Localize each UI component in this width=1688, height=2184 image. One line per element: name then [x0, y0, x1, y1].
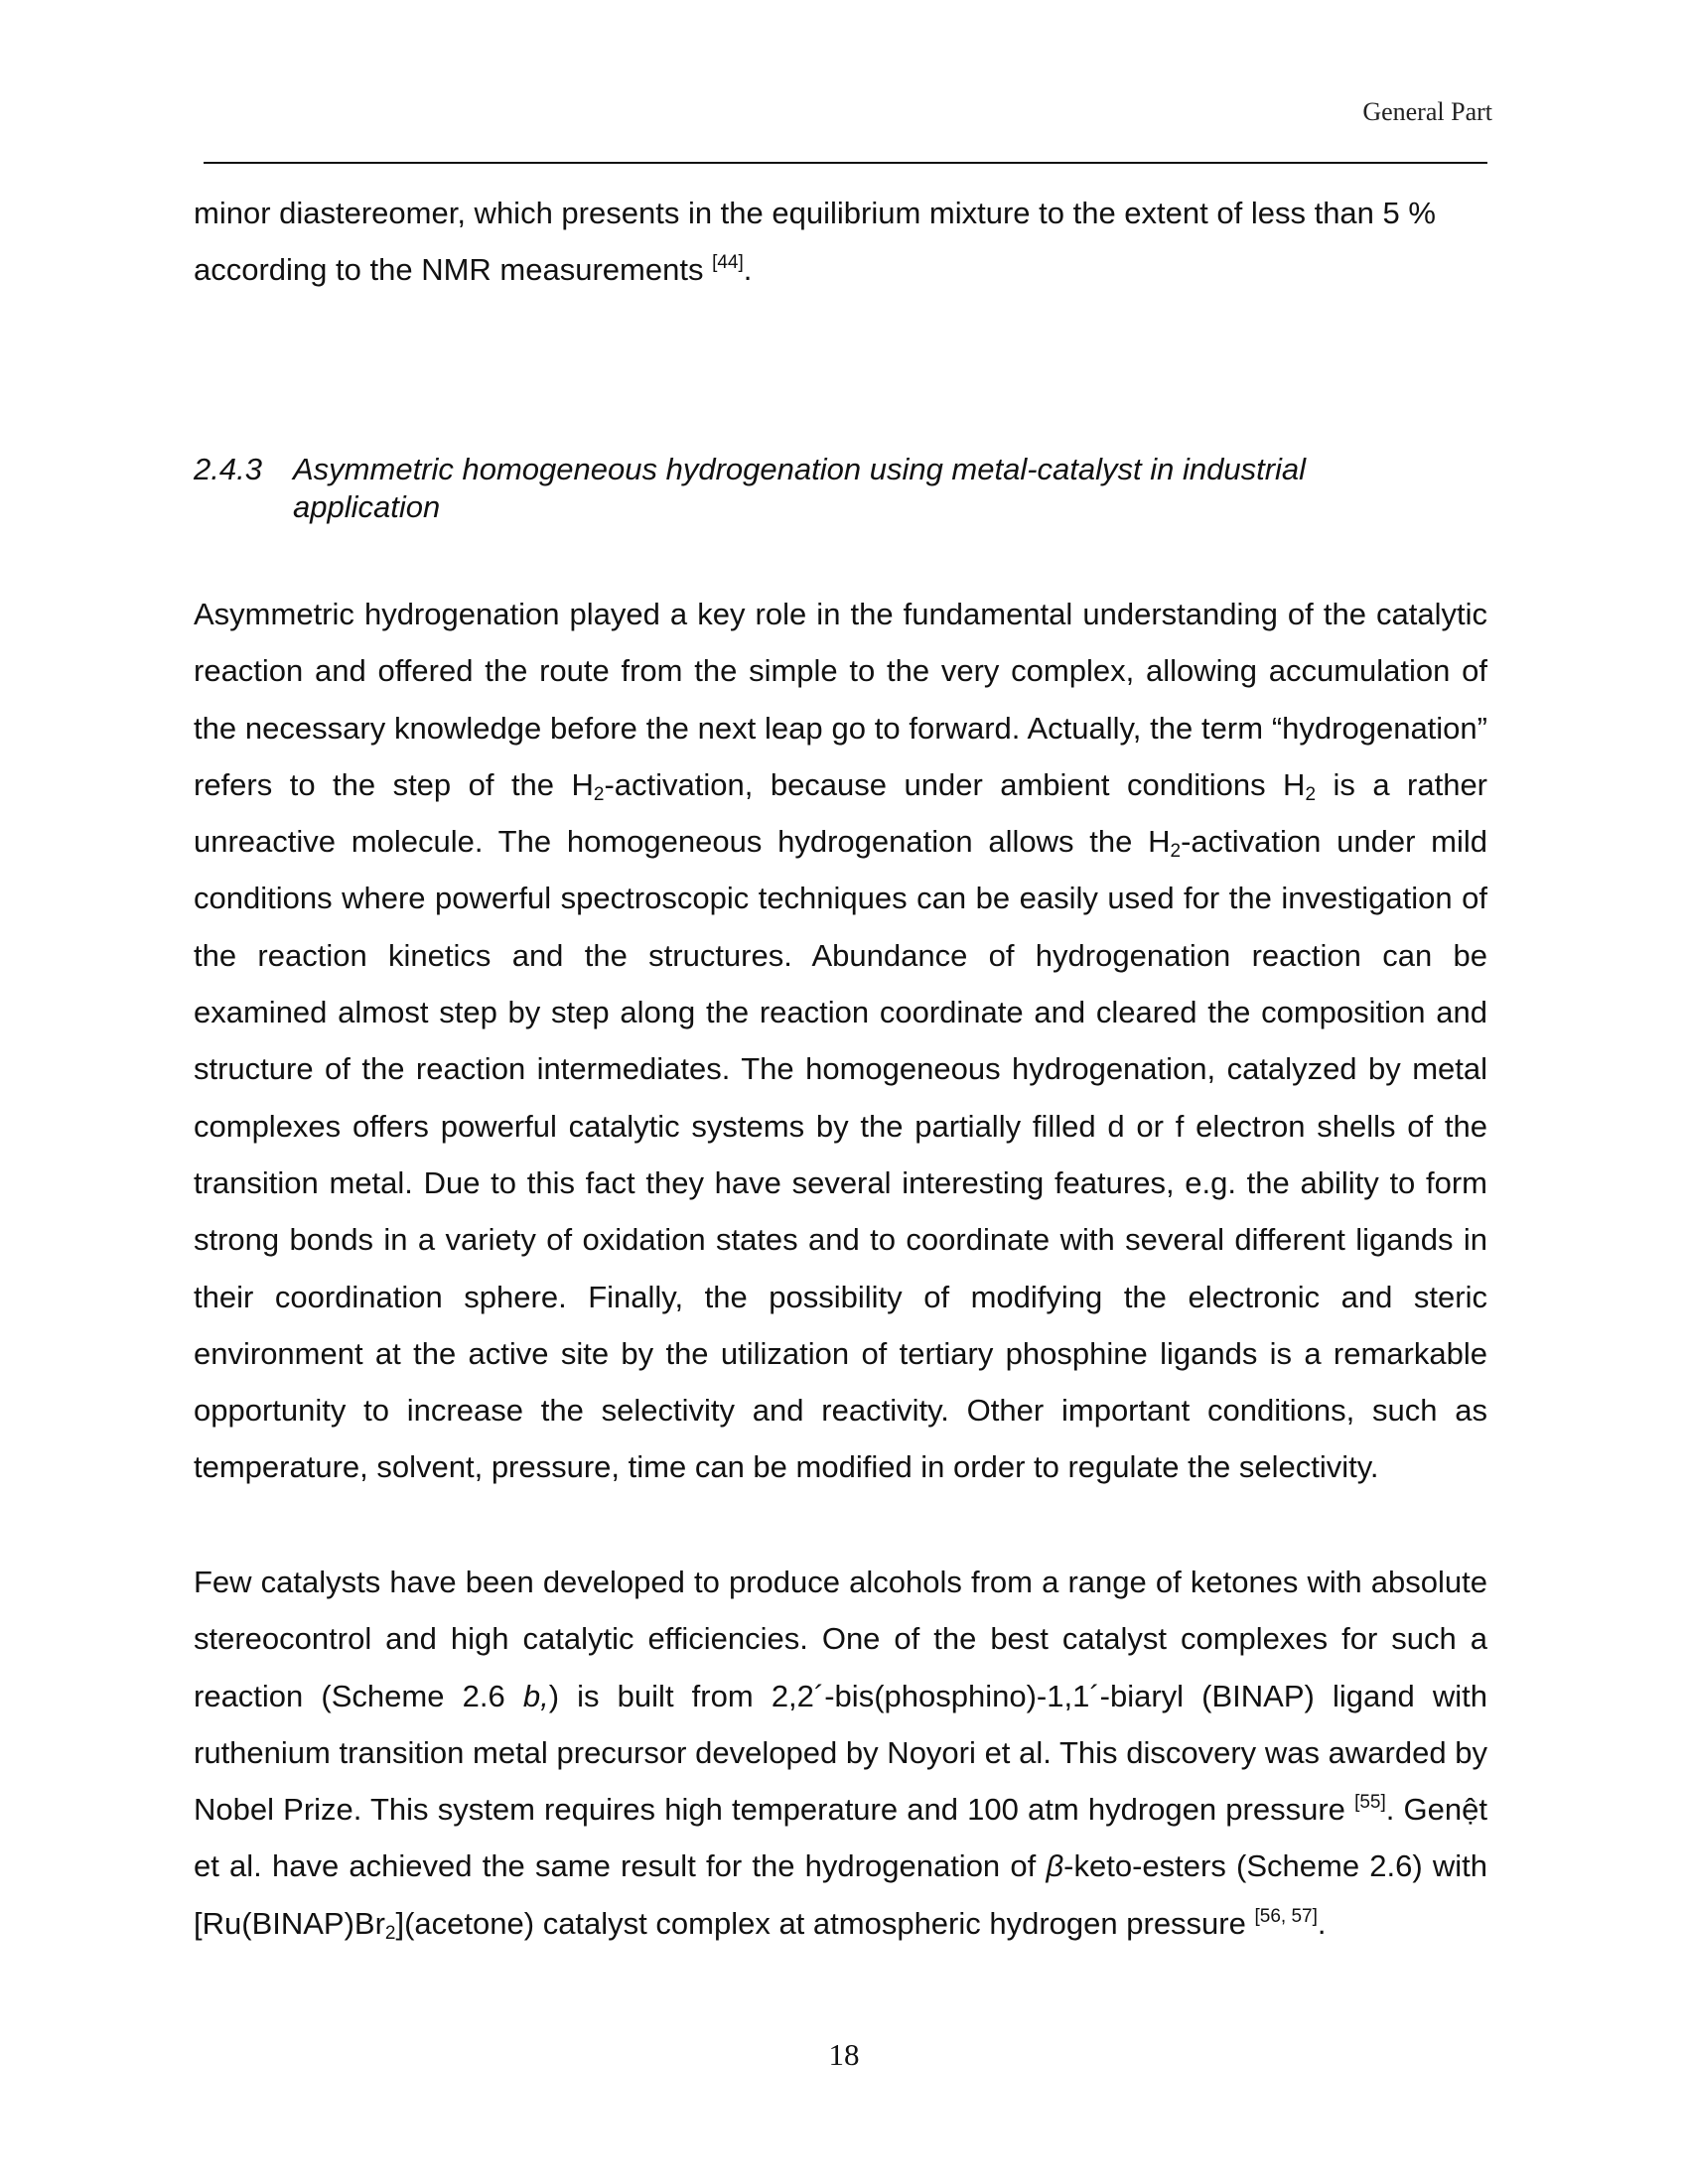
- p2-text-2: ) is built from 2,2´-bis(phosphino)-1,1´-biaryl (BINAP) ligand with ruthenium transition metal precursor developed by Noyori et al. This discovery was awarded by Nobel Prize. This system requires high temperature and 100 atm hydrogen pressure: [194, 1678, 1487, 1828]
- p2-end: .: [1317, 1905, 1327, 1941]
- paragraph-catalysts: [194, 1554, 1487, 1952]
- p1-subscript-1: 2: [593, 783, 605, 805]
- p1-text-3: is a rather unreactive molecule. The homogeneous hydrogenation allows the H: [194, 766, 1488, 860]
- p1-subscript-2: 2: [1305, 783, 1317, 805]
- p1-text-2: -activation, because under ambient conditions H: [604, 766, 1306, 802]
- p2-italic-1: b,: [522, 1678, 549, 1713]
- intro-paragraph: [194, 185, 1487, 299]
- p2-text-1: Few catalysts have been developed to produce alcohols from a range of ketones with absolute stereocontrol and high catalytic efficiencies. One of the best catalyst complexes for such a reaction (Scheme 2.6: [194, 1565, 1487, 1713]
- p2-text-3: . Genệt et al. have achieved the same result for the hydrogenation of: [194, 1792, 1488, 1884]
- citation-44: [44]: [712, 252, 744, 274]
- citation-56-57: [56, 57]: [1254, 1905, 1318, 1927]
- p1-subscript-3: 2: [1170, 841, 1182, 863]
- p1-text-4: -activation under mild conditions where powerful spectroscopic techniques can be easily used for the investigation of the reaction kinetics and the structures. Abundance of hydrogenation reaction can be examined almost step by step along the reaction coordinate and cleared the composition and structure of the reaction intermediates. The homogeneous hydrogenation, catalyzed by metal complexes offers powerful catalytic systems by the partially filled d or f electron shells of the transition metal. Due to this fact they have several interesting features, e.g. the ability to form strong bonds in a variety of oxidation states and to coordinate with several different ligands in their coordination sphere. Finally, the possibility of modifying the electronic and steric environment at the active site by the utilization of tertiary phosphine ligands is a remarkable opportunity to increase the selectivity and reactivity. Other important conditions, such as temperature, solvent, pressure, time can be modified in order to regulate the selectivity.: [194, 824, 1487, 1485]
- header-rule: [204, 162, 1487, 164]
- page-number: 18: [828, 2037, 860, 2072]
- intro-end: .: [743, 252, 753, 288]
- p2-subscript-1: 2: [384, 1922, 396, 1944]
- section-title-line2: application: [293, 489, 441, 524]
- section-title-line1: Asymmetric homogeneous hydrogenation using metal-catalyst in industrial: [293, 452, 1307, 486]
- p2-text-5: ](acetone) catalyst complex at atmospheric hydrogen pressure: [395, 1905, 1255, 1941]
- paragraph-hydrogenation-overview: [194, 586, 1487, 1496]
- p2-italic-beta: β: [1046, 1848, 1064, 1884]
- running-header: General Part: [1362, 97, 1492, 126]
- citation-55: [55]: [1354, 1792, 1386, 1814]
- intro-text: minor diastereomer, which presents in the equilibrium mixture to the extent of less than 5 % according to the NMR measurements: [194, 196, 1436, 288]
- p2-text-4: -keto-esters (Scheme 2.6) with [Ru(BINAP)Br: [194, 1848, 1488, 1941]
- p1-text-1: Asymmetric hydrogenation played a key role in the fundamental understanding of the catalytic reaction and offered the route from the simple to the very complex, allowing accumulation of the necessary knowledge before the next leap go to forward. Actually, the term “hydrogenation” refers to the step of the H: [194, 597, 1487, 802]
- section-number: 2.4.3: [194, 452, 262, 486]
- section-heading: [194, 451, 1484, 526]
